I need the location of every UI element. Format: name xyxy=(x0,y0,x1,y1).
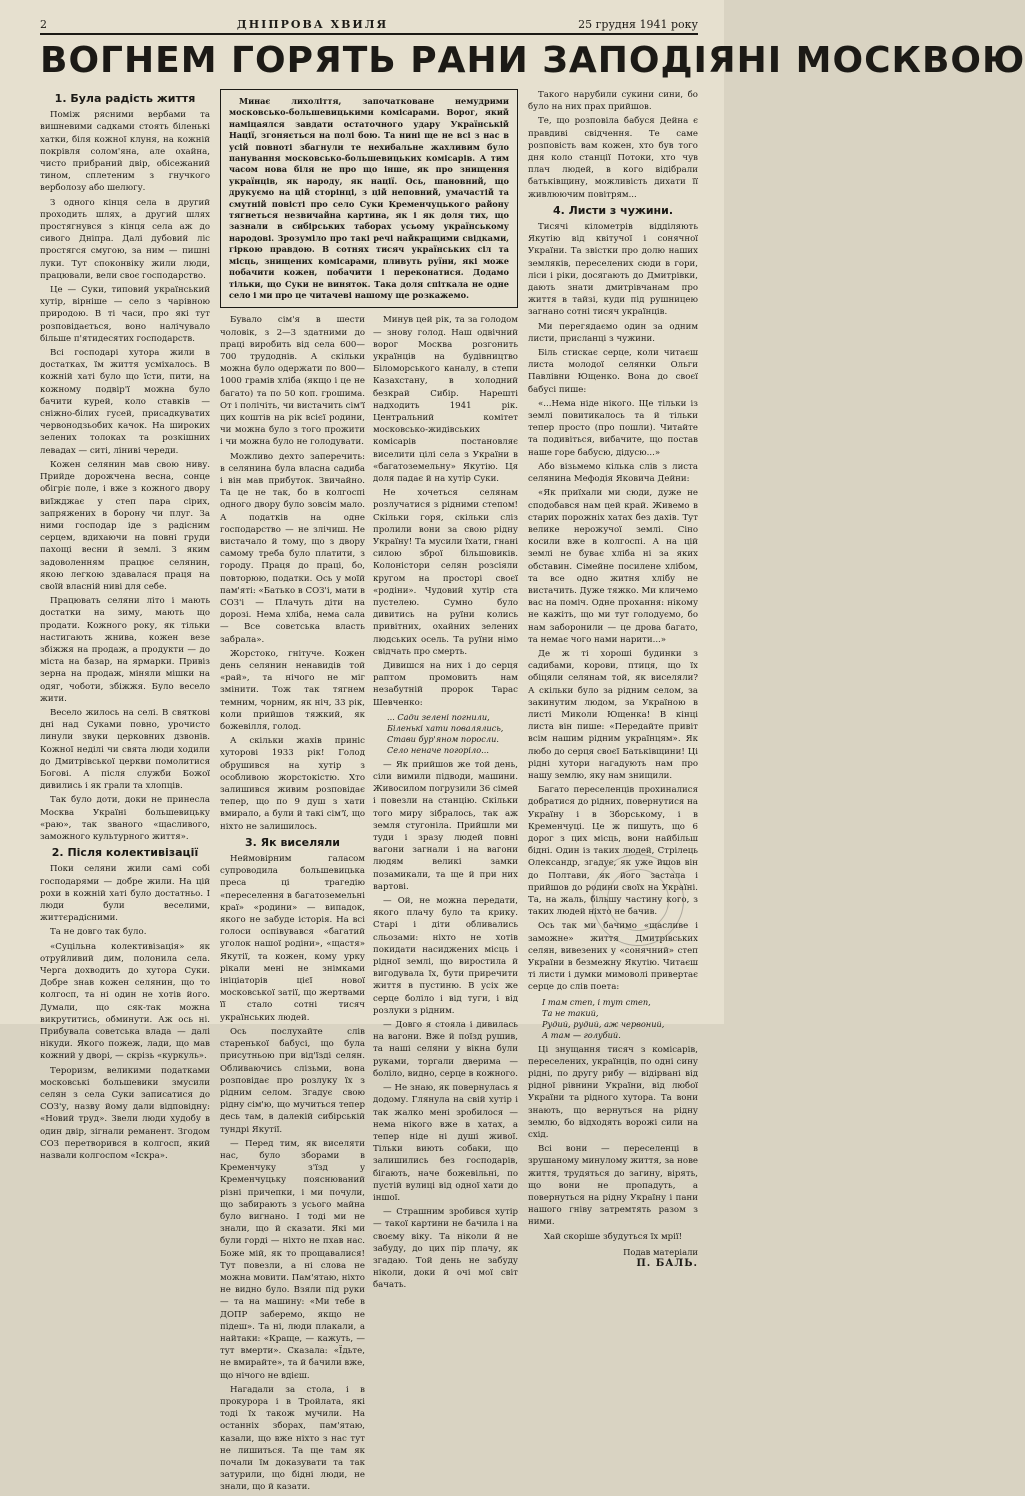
intro-box xyxy=(220,89,518,308)
paragraph: Багато переселенців прохиналися добратися до рідних, повернутися на Україну і в Зборському, і в Кременчуці. Це ж пишуть, що 6 дорог з цих місць, вони найбільш бідні. Один із таких людей, Стрілець Олександр, згадує, як уже йшов він до Полтави, як його застала і прийшов до родини своїх на Україні. Та, на жаль, більшу частину кого, з таких людей ніхто не бачив. xyxy=(528,785,698,918)
middle-column xyxy=(220,89,518,1496)
poem-line: І там степ, і тут степ, xyxy=(542,996,651,1007)
headline: ВОГНЕМ ГОРЯТЬ РАНИ ЗАПОДІЯНІ МОСКВОЮ xyxy=(40,40,1025,81)
paragraph: — Страшним зробився хутір — такої картини не бачила і на своєму віку. Та ніколи й не забуду, до цих пір плачу, як згадаю. Той день не забуду ніколи, доки й очі мої світ бачать. xyxy=(373,1207,518,1291)
paragraph: Минув цей рік, та за голодом — знову голод. Наш одвічний ворог Москва розгонить українців на будівництво Біломорського каналу, в степи Казахстану, в холодний безкрай Сибір. Нарешті надходить 1941 рік. Центральний комітет московсько-жидівських комісарів постановляє виселити цілі села з України в «багатоземельну» Якутію. Ця доля падає й на хутір Суки. xyxy=(373,315,518,484)
poem-line: Та не такий, xyxy=(542,1007,599,1018)
paragraph: Біль стискає серце, коли читаєш листа молодої селянки Ольги Павлівни Ющенко. Вона до своєї бабусі пише: xyxy=(528,348,698,395)
paragraph: З одного кінця села в другий проходить шлях, а другий шлях простягнувся з кінця села аж до сивого Дніпра. Далі дубовий ліс простягся смугою, за ним — пишні луки. Тут споконвіку жили люди, працювали, вели своє господарство. xyxy=(40,197,210,281)
paragraph: Те, що розповіла бабуся Дейна є правдиві свідчення. Те саме розповість вам кожен, хто був того дня коло станції Потоки, хто чув плач людей, в кого відібрали батьківщину, можливість дихати її живлюючим повітрям... xyxy=(528,116,698,200)
library-stamp-icon xyxy=(592,854,684,946)
section-3-title: 3. Як виселяли xyxy=(245,835,340,849)
issue-date: 25 грудня 1941 року xyxy=(578,18,698,31)
middle-right-subcolumn xyxy=(373,314,518,1495)
closing-line: Хай скоріше збудуться їх мрії! xyxy=(543,1231,683,1242)
paragraph: Весело жилось на селі. В святкові дні над Суками повно, урочисто линули звуки церковних дзвонів. Кожної неділі чи свята люди ходили до Дмитрівської церкви помолитися Богові. А після служби Божої дивились і як грали та хлопців. xyxy=(40,707,210,792)
paragraph: Працювать селяни літо і мають достатки на зиму, мають що продати. Кожного року, як тільки настигають жнива, кожен везе збіжжя на продаж, а продукти — до міста на базар, на ярмарки. Привіз зерна на продаж, міняли мішки на одяг, чоботи, збіжжя. Було весело жити. xyxy=(40,596,210,704)
poem-line: ... Сади зелені погнили, xyxy=(387,711,490,722)
paragraph: Всі господарі хутора жили в достатках, їм життя усміхалось. В кожній хаті було що їсти, пити, на кожному подвір'ї можна було бачити курей, коло ставків — сніжно-білих гусей, присадкуватих червонодзьобих качок. На широких зелених толоках та розкішних левадах — ситі, ліниві череди. xyxy=(40,348,210,456)
right-column xyxy=(528,89,698,1496)
section-4-title: 4. Листи з чужини. xyxy=(552,203,674,217)
paragraph: Де ж ті хороші будинки з садибами, корови, птиця, що їх обіцяли селянам той, як виселяли? А скільки було за рідним селом, за закинутим людом, за Україною в листі Миколи Ющенка! В кінці листа він пише: «Передайте привіт всім нашим рідним українцям». Як любо до серця своєї Батьківщини! Ці рідні хутори нагадують нам про нашу землю, яку нам знищили. xyxy=(528,648,698,781)
stamp-inner-ring xyxy=(607,869,669,931)
paragraph: «...Нема ніде нікого. Ще тільки із землі повитикалось та й тільки тепер просто (про пошли). Читайте та подивіться, вибачите, що постав наше горе бабусю, дідусю...» xyxy=(528,398,698,458)
paragraph: Та не довго так було. xyxy=(50,927,147,938)
paragraph: Ось так ми бачимо «щасливе і заможне» життя Дмитрівських селян, вивезених у «сонячний» степ України в безмежну Якутію. Читаєш ті листи і думки мимоволі привертає серце до слів поета: xyxy=(528,921,698,993)
paragraph: Поміж рясними вербами та вишневими садками стоять біленькі хатки, біля кожної клуня, на кожній покрівля солом'яна, але охайна, чисто прибраний двір, обісежаний тином, сплетеним з гнучкого верболозу або шелюгу. xyxy=(40,110,210,194)
paragraph: — Не знаю, як повернулась я додому. Глянула на свій хутір і так жалко мені зробилося — нема нікого вже в хатах, а тепер ніде ні душі живої. Тільки виють собаки, що залишились без господарів, бігають, наче божевільні, по пустій вулиці від одної хати до іншої. xyxy=(373,1083,518,1203)
paragraph: Так було доти, доки не принесла Москва Україні большевицьку «раю», так званого «щасливого, заможного культурного життя». xyxy=(40,795,210,842)
paragraph: — Як прийшов же той день, сіли вимили підводи, машини. Живосилом погрузили 36 сімей і повезли на станцію. Скільки того миру зібралось, так аж земля стугоніла. Прийшли ми туди і зразу людей повні вагони загнали і на вагони людям великі замки позамикали, та ще й при них вартові. xyxy=(373,759,519,892)
paragraph: Неймовірним галасом супроводила большевицька преса ці трагедію «переселення в багатоземельні краї» «родини» — випадок, якого не забуде історія. На всі голоси оспівувався «багатий уголок нашої родіни», «щастя» Якутії, та кожен, кому урку рікали мені не знімками ініціаторів цієї нової московської затії, що жертвами її стало сотні тисяч українських людей. xyxy=(220,854,365,1023)
paragraph: Тероризм, великими податками московські большевики змусили селян з села Суки записатися до СОЗ'у, назву йому дали відповідну: «Новий труд». Звели люди худобу в один двір, зігнали реманент. Згодом СОЗ перетворився в колгосп, який назвали колгоспом «Іскра». xyxy=(40,1065,210,1162)
credit-line: Подав матеріали xyxy=(623,1246,698,1257)
intro-text: Минає лихоліття, започатковане немудрими московсько-большевицькими комісарами. Ворог, який наміцаялся завдати остаточного удару Українській Нації, згоняється на полі бою. Та нині ще не всі з нас в усій повноті збагнули те нехибальне жахливим було панування московсько-большевицьких комісарів. А тим часом нова біля не про що інше, як про знищення українців, як народу, як нації. Ось, шановний, що друкуємо на цій сторінці, з цій неповний, умачастій та смутній повісті про село Суки Кременчуцького району тягнеться незвичайна картина, як і як доля тих, що зазнали в сибірських таборах усьому українському народові. Зрозуміло про такі речі найкращими свідками, гіркою правдою. В сотнях тисяч українських сіл та місць, знищених комісарами, пливуть руїни, які може побачити кожен, побачити і переконатися. Додамо тільки, що Суки не виняток. Така доля спіткала не одне село і ми про це читачеві нашому ще розкажемо. xyxy=(229,96,509,300)
paragraph: Ми перегядаємо один за одним листи, присланці з чужини. xyxy=(528,321,698,344)
paragraph: Ось послухайте слів старенької бабусі, що була присутньою при від'їзді селян. Обливаючись слізьми, вона розповідає про розлуку їх з рідним селом. Згадує свою рідну сім'ю, що мучиться тепер десь там, в далекій сибірській тундрі Якутії. xyxy=(220,1026,365,1135)
left-column xyxy=(40,89,210,1496)
paragraph: Або візьмемо кілька слів з листа селянина Мефодія Яковича Дейни: xyxy=(528,461,698,485)
paragraph: «Суцільна колективізація» як отруйливий дим, полонила села. Черга дохводить до хутора Суки. Добре знав кожен селянин, що то колгосп, та ні один не хотів його. Думали, що сяк-так можна викрутитись, обминути. Аж ось ні. Прибувала советська влада — далі нікуди. Якого пожеж, лади, що мав кожний у дворі, — скрізь «куркуль». xyxy=(40,941,210,1062)
paragraph: Жорстоко, гнітуче. Кожен день селянин ненавидів той «рай», та нічого не міг змінити. Тож так тягнем темним, чорним, як ніч, 33 рік, коли прийшов тяжкий, як божевілля, голод. xyxy=(220,648,365,733)
poem-quote xyxy=(542,997,698,1041)
masthead xyxy=(40,18,698,35)
page-number: 2 xyxy=(40,18,47,31)
section-1-title: 1. Була радість життя xyxy=(54,92,196,105)
poem-line: А там — голубий. xyxy=(542,1029,621,1040)
paragraph: А скільки жахів приніс хуторові 1933 рік! Голод обрушився на хутір з особливою жорстокістю. Хто залишився живим розповідає тепер, що по 9 душ з хати вмирало, а були й такі сім'ї, що ніхто не залишилось. xyxy=(220,736,365,832)
section-2-title: 2. Після колективізації xyxy=(51,846,199,860)
poem-line: Біленькі хати повалялись, xyxy=(387,722,504,733)
poem-line: Стави бур'яном поросли. xyxy=(387,733,499,744)
paragraph: Бувало сім'я в шести чоловік, з 2—3 здатними до праці виробить від села 600—700 трудоднів. А скільки можна було одержати по 800—1000 грамів хліба (якщо і це не багато) та по 50 коп. грошима. От і полічіть, чи вистачить сім'ї цих коштів на рік всієї родини, чи можна було з того прожити і чи можна було не голодувати. xyxy=(220,315,365,448)
signature-block xyxy=(528,1246,698,1270)
paragraph: Тисячі кілометрів відділяють Якутію від квітучої і сонячної України. Та звістки про долю наших земляків, переселених сюди в гори, ліси і ріки, досягають до Дмитрівки, дають знати дмитрівчанам про життя в тайзі, куди під рушницею загнано сотні тисяч українців. xyxy=(528,222,698,318)
paragraph: Це — Суки, типовий український хутір, вірніше — село з чарівною природою. В ті часи, про які тут розповідається, воно налічувало більше п'ятидесятих господарств. xyxy=(40,285,210,344)
paragraph: Всі вони — переселенці в зрушаному минулому життя, за нове життя, трудяться до загину, вірять, що вони не пропадуть, а повернуться на рідну Україну і пани нашого гніву затремтять разом з ними. xyxy=(528,1144,698,1228)
author-name: П. БАЛЬ. xyxy=(636,1258,698,1270)
paragraph: Нагадали за стола, і в прокурора і в Тройлата, які тоді їх також мучили. На останніх зборах, пам'ятаю, казали, що вже ніхто з нас тут не лишиться. Та ще там як почали їм доказувати та так затурили, що бідні люди, не знали, що й казати. xyxy=(220,1384,365,1493)
paragraph: Кожен селянин мав свою ниву. Прийде дорожчена весна, сонце обігріє поле, і вже з кожного двору виїжджає у степ пара сірих, запряжених в борону чи плуг. За ними господар іде з радісним серцем, вдихаючи на повні груди пахощі весни й землі. З яким задоволенням працює селянин, якою легкою здавалася праця на своїй власній ниві для себе. xyxy=(40,459,210,592)
poem-line: Село неначе погоріло... xyxy=(387,744,489,755)
poem-quote xyxy=(387,712,518,756)
poem-line: Рудий, рудий, аж червоний, xyxy=(542,1018,665,1029)
paragraph: Не хочеться селянам розлучатися з рідними степом! Скільки горя, скільки сліз пролили вони за свою рідну Україну! Та мусили їхати, гнані силою зброї більшовиків. Колоністори селян розсіяли кругом на просторі своєї «родіни». Чудовий хутір ста пустелею. Сумно було дивитись на руїни колись привітних, охайних зелених людських осель. Та руїни німо свідчать про смерть. xyxy=(373,488,518,657)
paragraph: — Ой, не можна передати, якого плачу було та крику. Старі і діти обливались сльозами: ніхто не хотів покидати насиджених місць і рідної землі, що виростила й вигодувала їх, бути приречити життя в пустиню. В усіх же серце боліло і від туги, і від розлуки з рідним. xyxy=(373,896,518,1016)
paragraph: Можливо дехто заперечить: в селянина була власна садиба і він мав прибуток. Звичайно. Та це не так, бо в колгоспі одного двору було зовсім мало. А податків на одне господарство — не злічиш. Не вистачало й тому, що з двору самому треба було платити, з городу. Праця до праці, бо, повторюю, податки. Ось у моїй пам'яті: «Батько в СОЗ'і, мати в СОЗ'і — Плачуть діти на дорозі. Нема хліба, нема сала — Все совєтська власть забрала». xyxy=(220,451,365,645)
paragraph: Поки селяни жили самі собі господарями — добре жили. На цій рохи в кожній хаті було достатньо. І люди були веселими, життєрадісними. xyxy=(40,864,210,924)
middle-left-subcolumn xyxy=(220,314,365,1495)
paper-name: ДНІПРОВА ХВИЛЯ xyxy=(236,18,389,31)
paragraph: Такого нарубили сукини сини, бо було на них прах прийшов. xyxy=(528,90,698,113)
paragraph: «Як приїхали ми сюди, дуже не сподобався нам цей край. Живемо в старих порожніх хатах без дахів. Тут велике нерожучої землі. Сіно косили вже в колгоспі. А на цій землі не буває хліба ні за яких обставин. Сімейне посилене хлібом, та все одно житня хлібу не вистачить. Дуже тяжко. Ми кличемо вас на поміч. Одне прохання: нікому не кажіть, що ми тут голодуємо, бо нам заборонили — це дрова багато, та немає чого нами нарити...» xyxy=(528,488,698,645)
paragraph: Дивишся на них і до серця раптом промовить нам незабутній пророк Тарас Шевченко: xyxy=(373,661,518,708)
paragraph: Ці знущання тисяч з комісарів, переселених, українців, по одні сину рідні, по другу рибу — відірвані від рідної рівнини України, від любої України та рідного хутора. Та вони знають, що вернуться на рідну землю, бо відходять ворожі сили на схід. xyxy=(528,1044,698,1141)
middle-subcolumns xyxy=(220,314,518,1495)
paragraph: — Перед тим, як виселяти нас, було зборами в Кременчуку з'їзд у Кременчуцьку пояснюваний різні причепки, і ми почули, що забирають з усього майна було вигнано. І тоді ми не знали, що й сказати. Які ми були горді — ніхто не пхав нас. Боже мій, як то прощавалися! Тут повезли, а ні слова не можна мовити. Пам'ятаю, ніхто не видно було. Взяли під руки — та на машину: «Ми тебе в ДОПР заберемо, якщо не підеш». Та ні, люди плакали, а найтаки: «Краще, — кажуть, — тут вмерти». Сказала: «Їдьте, не вмирайте», та й бачили вже, що нічого не вдієш. xyxy=(220,1138,365,1381)
paragraph: — Довго я стояла і дивилась на вагони. Вже й поїзд рушив, та наші селяни у вікна були руками, торгали дверима — боліло, видно, серце в кожного. xyxy=(373,1020,518,1079)
